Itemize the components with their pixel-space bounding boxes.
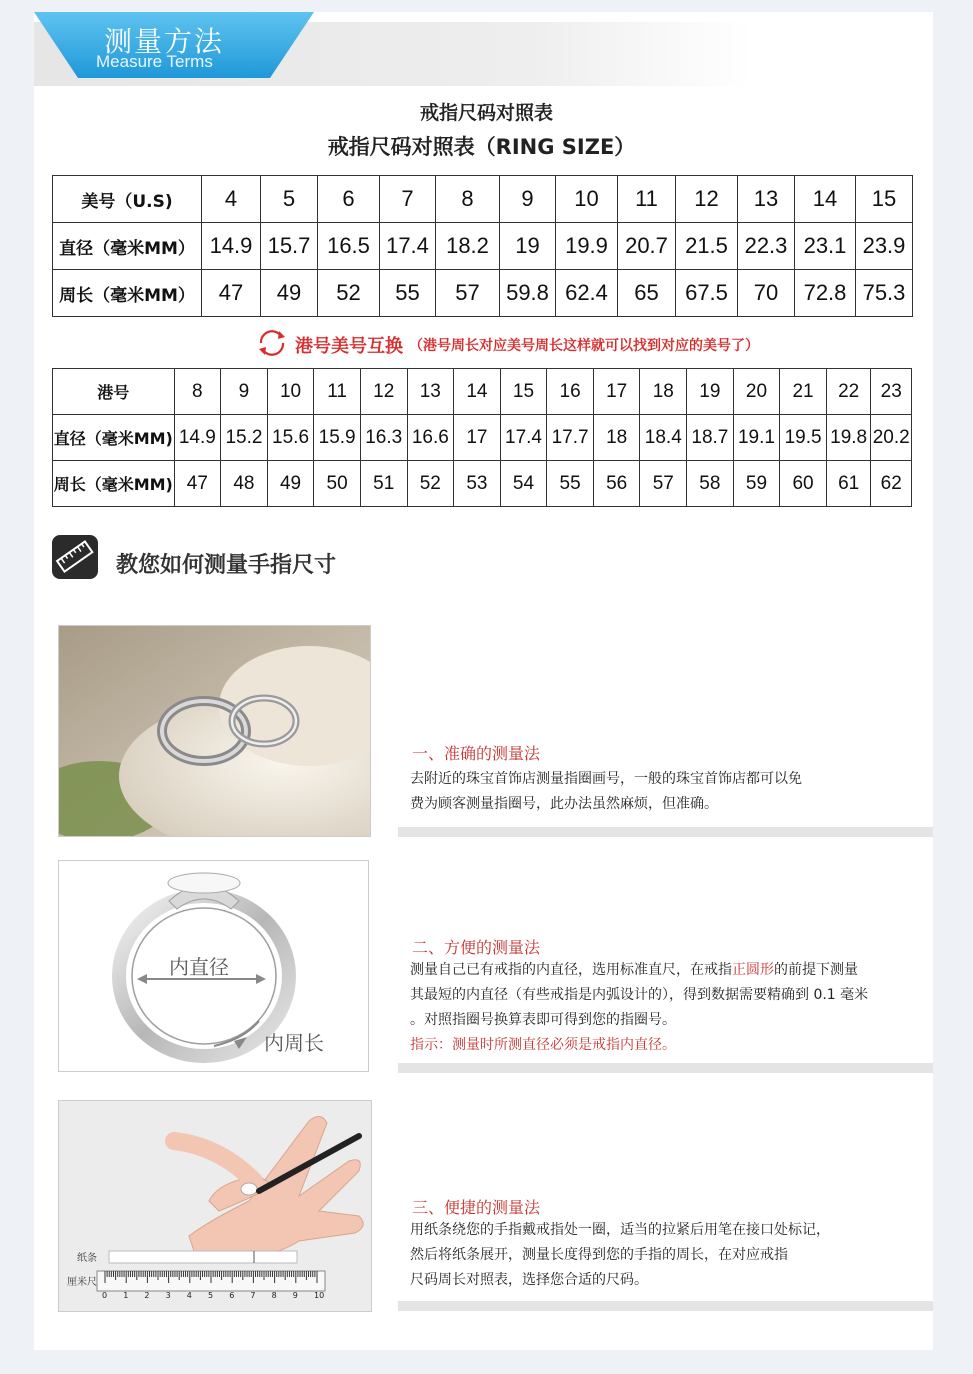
- ruler-number: 2: [144, 1291, 150, 1300]
- table-cell: 19: [687, 369, 734, 415]
- table-cell: 14: [795, 176, 856, 223]
- table-cell: 65: [618, 270, 676, 317]
- rings-photo: [58, 625, 371, 837]
- table-cell: 19.9: [556, 223, 618, 270]
- hand-measure-photo: [58, 1100, 372, 1312]
- hk-size-row: [53, 369, 912, 415]
- row-label: 直径（毫米MM）: [53, 223, 202, 270]
- method-2-line: 其最短的内直径（有些戒指是内弧设计的），得到数据需要精确到 0.1 毫米: [410, 987, 869, 1003]
- table-cell: 9: [500, 176, 556, 223]
- table-cell: 18.7: [687, 415, 734, 461]
- table-cell: 15.6: [267, 415, 314, 461]
- method-2-line: [410, 958, 890, 983]
- method-3-heading: 三、便捷的测量法: [412, 1198, 541, 1217]
- ruler-number: 7: [250, 1291, 256, 1300]
- table-cell: 17.7: [547, 415, 594, 461]
- cm-ruler-label: 厘米尺: [67, 1277, 97, 1288]
- table-cell: 15.2: [221, 415, 268, 461]
- table-cell: 19.8: [826, 415, 871, 461]
- table-cell: 18: [640, 369, 687, 415]
- table-cell: 57: [640, 461, 687, 507]
- table-cell: 70: [738, 270, 795, 317]
- divider-bar: [398, 827, 933, 837]
- table-cell: 56: [593, 461, 640, 507]
- table-cell: 16.3: [360, 415, 407, 461]
- table-cell: 58: [687, 461, 734, 507]
- row-label: 直径（毫米MM): [53, 415, 175, 461]
- row-label: 港号: [53, 369, 175, 415]
- ruler-number: 5: [208, 1291, 214, 1300]
- method-2-line-part: 的前提下测量: [774, 962, 858, 978]
- table-cell: 61: [826, 461, 871, 507]
- table-cell: 67.5: [676, 270, 738, 317]
- table-cell: 20.7: [618, 223, 676, 270]
- table-cell: 59.8: [500, 270, 556, 317]
- table-cell: 55: [380, 270, 436, 317]
- table-cell: 12: [676, 176, 738, 223]
- table-cell: 21.5: [676, 223, 738, 270]
- table-cell: 19.1: [733, 415, 780, 461]
- table-cell: 9: [221, 369, 268, 415]
- table-cell: 21: [780, 369, 827, 415]
- row-label: 周长（毫米MM）: [53, 270, 202, 317]
- ruler-number: 3: [165, 1291, 171, 1300]
- table-cell: 8: [174, 369, 221, 415]
- method-2-line: 。对照指圈号换算表即可得到您的指圈号。: [410, 1012, 676, 1028]
- inner-diameter-label: 内直径: [169, 955, 229, 979]
- swap-title: 港号美号互换: [295, 336, 403, 357]
- table-cell: 10: [267, 369, 314, 415]
- banner-subtitle: Measure Terms: [96, 52, 213, 71]
- table-cell: 19: [500, 223, 556, 270]
- table-cell: 18.4: [640, 415, 687, 461]
- table-cell: 47: [202, 270, 261, 317]
- table-cell: 11: [314, 369, 361, 415]
- method-3-text: [410, 1218, 890, 1293]
- table-cell: 14: [454, 369, 501, 415]
- chart-subtitle: 戒指尺码对照表（RING SIZE）: [327, 135, 636, 159]
- table-cell: 8: [436, 176, 500, 223]
- table-cell: 62.4: [556, 270, 618, 317]
- ruler-number: 9: [292, 1291, 298, 1300]
- table-cell: 4: [202, 176, 261, 223]
- method-2-line-part: 测量自己已有戒指的内直径，选用标准直尺，在戒指: [410, 962, 732, 978]
- table-cell: 75.3: [856, 270, 913, 317]
- table-cell: 17: [454, 415, 501, 461]
- table-cell: 15: [856, 176, 913, 223]
- swap-note: [255, 330, 759, 360]
- table-cell: 57: [436, 270, 500, 317]
- method-2-tip: 指示：测量时所测直径必须是戒指内直径。: [410, 1037, 676, 1053]
- method-2-highlight: 正圆形: [732, 962, 774, 978]
- table-cell: 10: [556, 176, 618, 223]
- hk-circumference-row: [53, 461, 912, 507]
- ring-diagram: [58, 860, 369, 1072]
- method-1-text: [410, 767, 890, 817]
- table-cell: 54: [500, 461, 547, 507]
- table-cell: 14.9: [202, 223, 261, 270]
- table-cell: 6: [318, 176, 380, 223]
- swap-explanation: （港号周长对应美号周长这样就可以找到对应的美号了）: [409, 338, 759, 354]
- table-cell: 62: [871, 461, 912, 507]
- table-cell: 22.3: [738, 223, 795, 270]
- table-cell: 60: [780, 461, 827, 507]
- table-cell: 11: [618, 176, 676, 223]
- ruler-icon: [52, 535, 98, 579]
- table-cell: 17.4: [500, 415, 547, 461]
- table-cell: 52: [318, 270, 380, 317]
- method-3-line: 用纸条绕您的手指戴戒指处一圈，适当的拉紧后用笔在接口处标记，: [410, 1222, 830, 1238]
- table-cell: 23: [871, 369, 912, 415]
- ruler-number: 0: [102, 1291, 108, 1300]
- us-diameter-row: [53, 223, 913, 270]
- us-circumference-row: [53, 270, 913, 317]
- table-cell: 7: [380, 176, 436, 223]
- table-cell: 23.9: [856, 223, 913, 270]
- table-cell: 16: [547, 369, 594, 415]
- table-cell: 13: [407, 369, 454, 415]
- table-cell: 17: [593, 369, 640, 415]
- table-cell: 52: [407, 461, 454, 507]
- divider-bar: [398, 1063, 933, 1073]
- table-cell: 49: [261, 270, 318, 317]
- ruler-number: 6: [229, 1291, 235, 1300]
- table-cell: 72.8: [795, 270, 856, 317]
- row-label: 美号（U.S): [53, 176, 202, 223]
- table-cell: 19.5: [780, 415, 827, 461]
- inner-circumference-label: 内周长: [264, 1031, 324, 1055]
- table-cell: 18: [593, 415, 640, 461]
- row-label: 周长（毫米MM): [53, 461, 175, 507]
- table-cell: 12: [360, 369, 407, 415]
- method-2-text: [410, 958, 890, 1058]
- method-1-line: 去附近的珠宝首饰店测量指圈画号，一般的珠宝首饰店都可以免: [410, 771, 802, 787]
- ruler-number: 10: [314, 1291, 325, 1300]
- us-size-row: [53, 176, 913, 223]
- method-3-line: 尺码周长对照表，选择您合适的尺码。: [410, 1272, 648, 1288]
- table-cell: 59: [733, 461, 780, 507]
- table-cell: 20.2: [871, 415, 912, 461]
- howto-title: 教您如何测量手指尺寸: [116, 553, 337, 578]
- swap-arrows-icon: [255, 328, 289, 362]
- table-cell: 20: [733, 369, 780, 415]
- ruler-number: 4: [186, 1291, 192, 1300]
- banner-title: 测量方法: [104, 25, 225, 58]
- method-1-line: 费为顾客测量指圈号，此办法虽然麻烦，但准确。: [410, 796, 718, 812]
- paper-strip-label: 纸条: [77, 1253, 97, 1264]
- table-cell: 16.5: [318, 223, 380, 270]
- table-cell: 13: [738, 176, 795, 223]
- divider-bar: [398, 1301, 933, 1311]
- table-cell: 15: [500, 369, 547, 415]
- table-cell: 18.2: [436, 223, 500, 270]
- ruler-number: 1: [123, 1291, 129, 1300]
- table-cell: 53: [454, 461, 501, 507]
- ruler-number: 8: [271, 1291, 277, 1300]
- hk-diameter-row: [53, 415, 912, 461]
- hk-size-table: [52, 368, 912, 507]
- table-cell: 55: [547, 461, 594, 507]
- table-cell: 15.9: [314, 415, 361, 461]
- table-cell: 22: [826, 369, 871, 415]
- table-cell: 23.1: [795, 223, 856, 270]
- table-cell: 50: [314, 461, 361, 507]
- table-cell: 51: [360, 461, 407, 507]
- table-cell: 16.6: [407, 415, 454, 461]
- table-cell: 17.4: [380, 223, 436, 270]
- table-cell: 47: [174, 461, 221, 507]
- table-cell: 48: [221, 461, 268, 507]
- method-1-heading: 一、准确的测量法: [412, 744, 541, 763]
- table-cell: 5: [261, 176, 318, 223]
- us-size-table: [52, 175, 913, 317]
- table-cell: 14.9: [174, 415, 221, 461]
- method-2-heading: 二、方便的测量法: [412, 938, 541, 957]
- table-cell: 15.7: [261, 223, 318, 270]
- table-cell: 49: [267, 461, 314, 507]
- chart-title: 戒指尺码对照表: [419, 102, 553, 124]
- method-3-line: 然后将纸条展开，测量长度得到您的手指的周长，在对应戒指: [410, 1247, 788, 1263]
